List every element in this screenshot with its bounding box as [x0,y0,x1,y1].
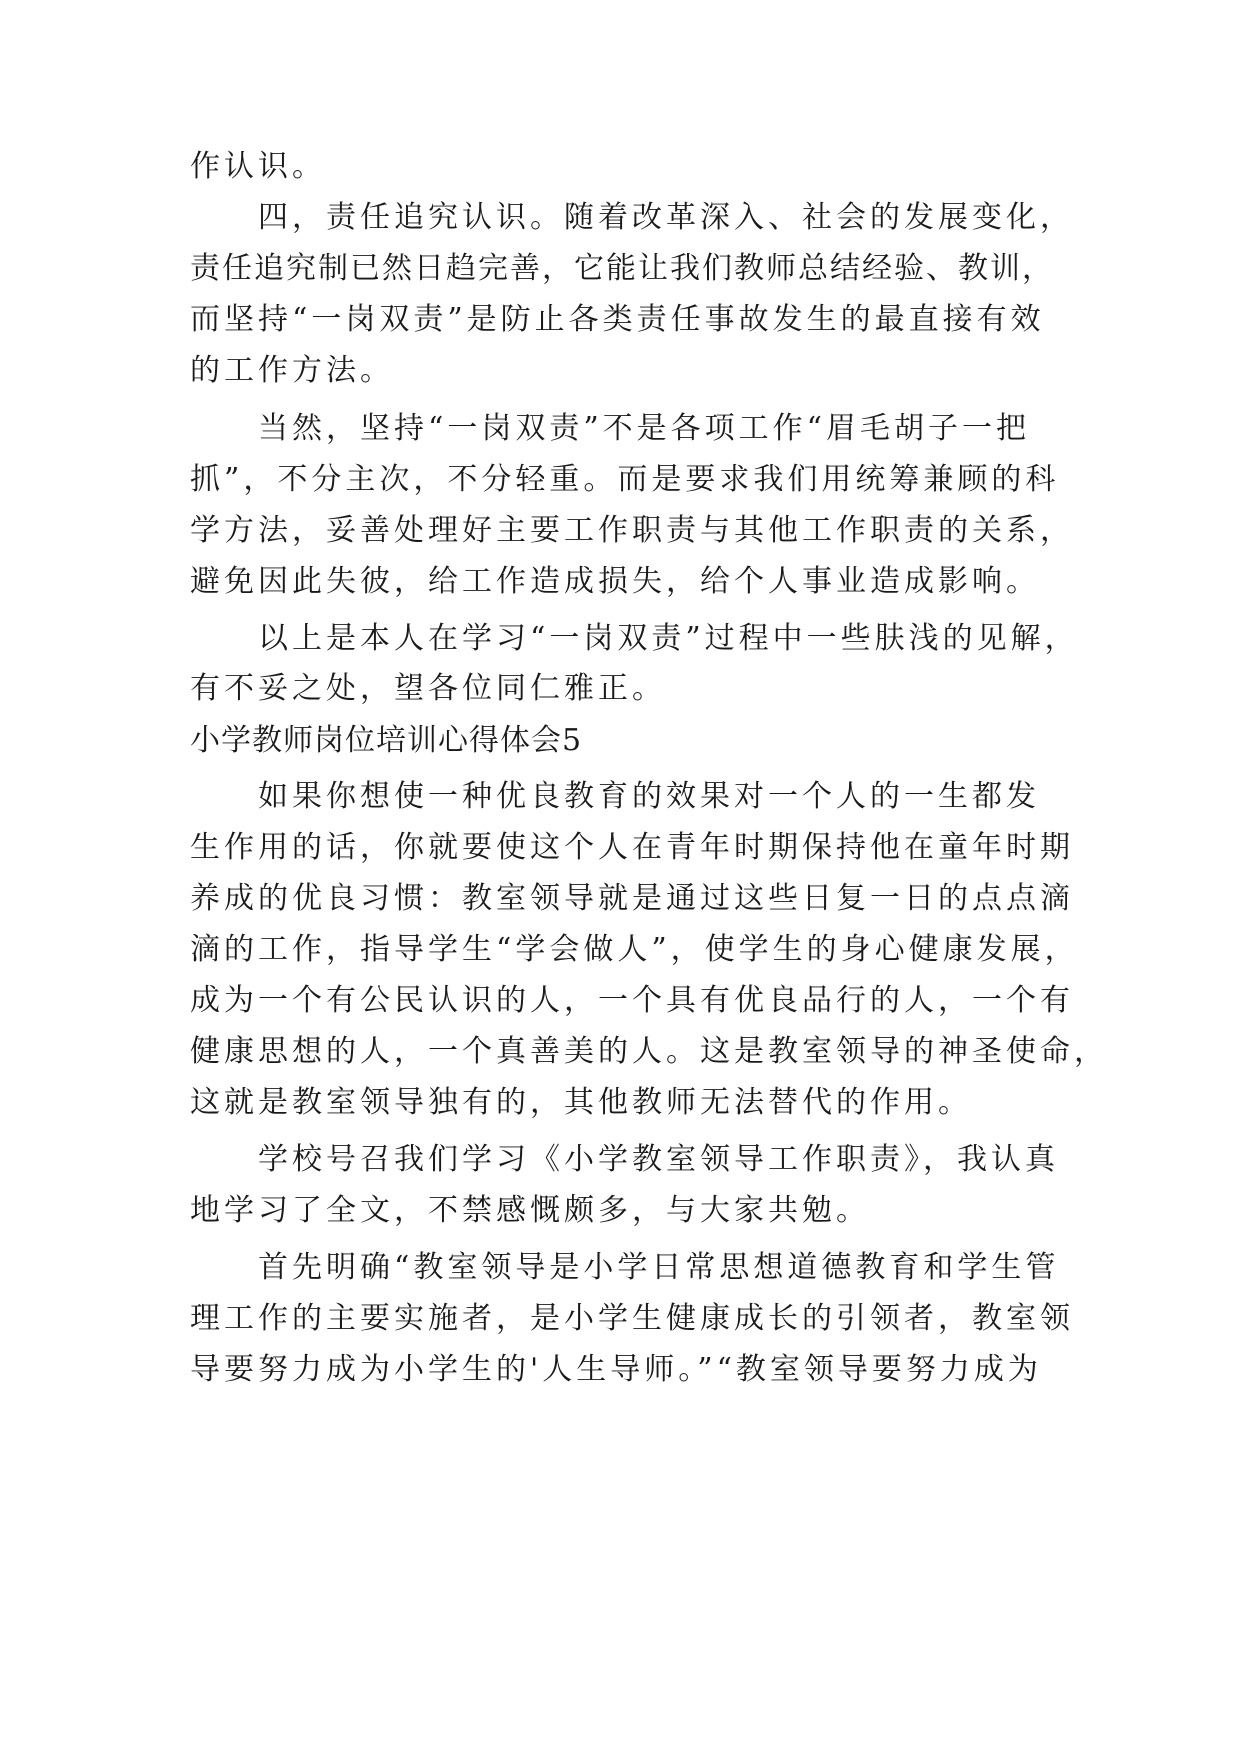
text-line: 地学习了全文，不禁感慨颇多，与大家共勉。 [190,1193,870,1228]
text-line: 学方法，妥善处理好主要工作职责与其他工作职责的关系， [190,513,1074,548]
text-line: 抓”，不分主次，不分轻重。而是要求我们用统筹兼顾的科 [190,462,1060,497]
paragraph-start: 学校号召我们学习《小学教室领导工作职责》，我认真 [258,1142,1059,1177]
text-line: 滴的工作，指导学生“学会做人”，使学生的身心健康发展， [190,932,1079,967]
paragraph-start: 当然，坚持“一岗双责”不是各项工作“眉毛胡子一把 [258,411,1031,446]
text-line: 理工作的主要实施者，是小学生健康成长的引领者，教室领 [190,1301,1074,1336]
text-line: 这就是教室领导独有的，其他教师无法替代的作用。 [190,1085,972,1120]
paragraph-start: 以上是本人在学习“一岗双责”过程中一些肤浅的见解， [258,621,1079,656]
text-line: 导要努力成为小学生的'人生导师。”“教室领导要努力成为 [190,1352,1042,1387]
text-line: 健康思想的人，一个真善美的人。这是教室领导的神圣使命， [190,1034,1108,1069]
text-line: 成为一个有公民认识的人，一个具有优良品行的人，一个有 [190,983,1074,1018]
text-line: 有不妥之处，望各位同仁雅正。 [190,671,666,706]
section-heading: 小学教师岗位培训心得体会5 [190,723,583,758]
text-line: 责任追究制已然日趋完善，它能让我们教师总结经验、教训， [190,251,1054,286]
text-line: 生作用的话，你就要使这个人在青年时期保持他在童年时期 [190,830,1074,865]
text-line: 作认识。 [190,149,326,184]
text-line: 的工作方法。 [190,353,394,388]
paragraph-start: 首先明确“教室领导是小学日常思想道德教育和学生管 [258,1250,1060,1285]
paragraph-start: 四，责任追究认识。随着改革深入、社会的发展变化， [258,200,1074,235]
text-line: 避免因此失彼，给工作造成损失，给个人事业造成影响。 [190,564,1040,599]
text-line: 而坚持“一岗双责”是防止各类责任事故发生的最直接有效 [190,302,1045,337]
text-line: 养成的优良习惯：教室领导就是通过这些日复一日的点点滴 [190,881,1074,916]
paragraph-start: 如果你想使一种优良教育的效果对一个人的一生都发 [258,779,1040,814]
